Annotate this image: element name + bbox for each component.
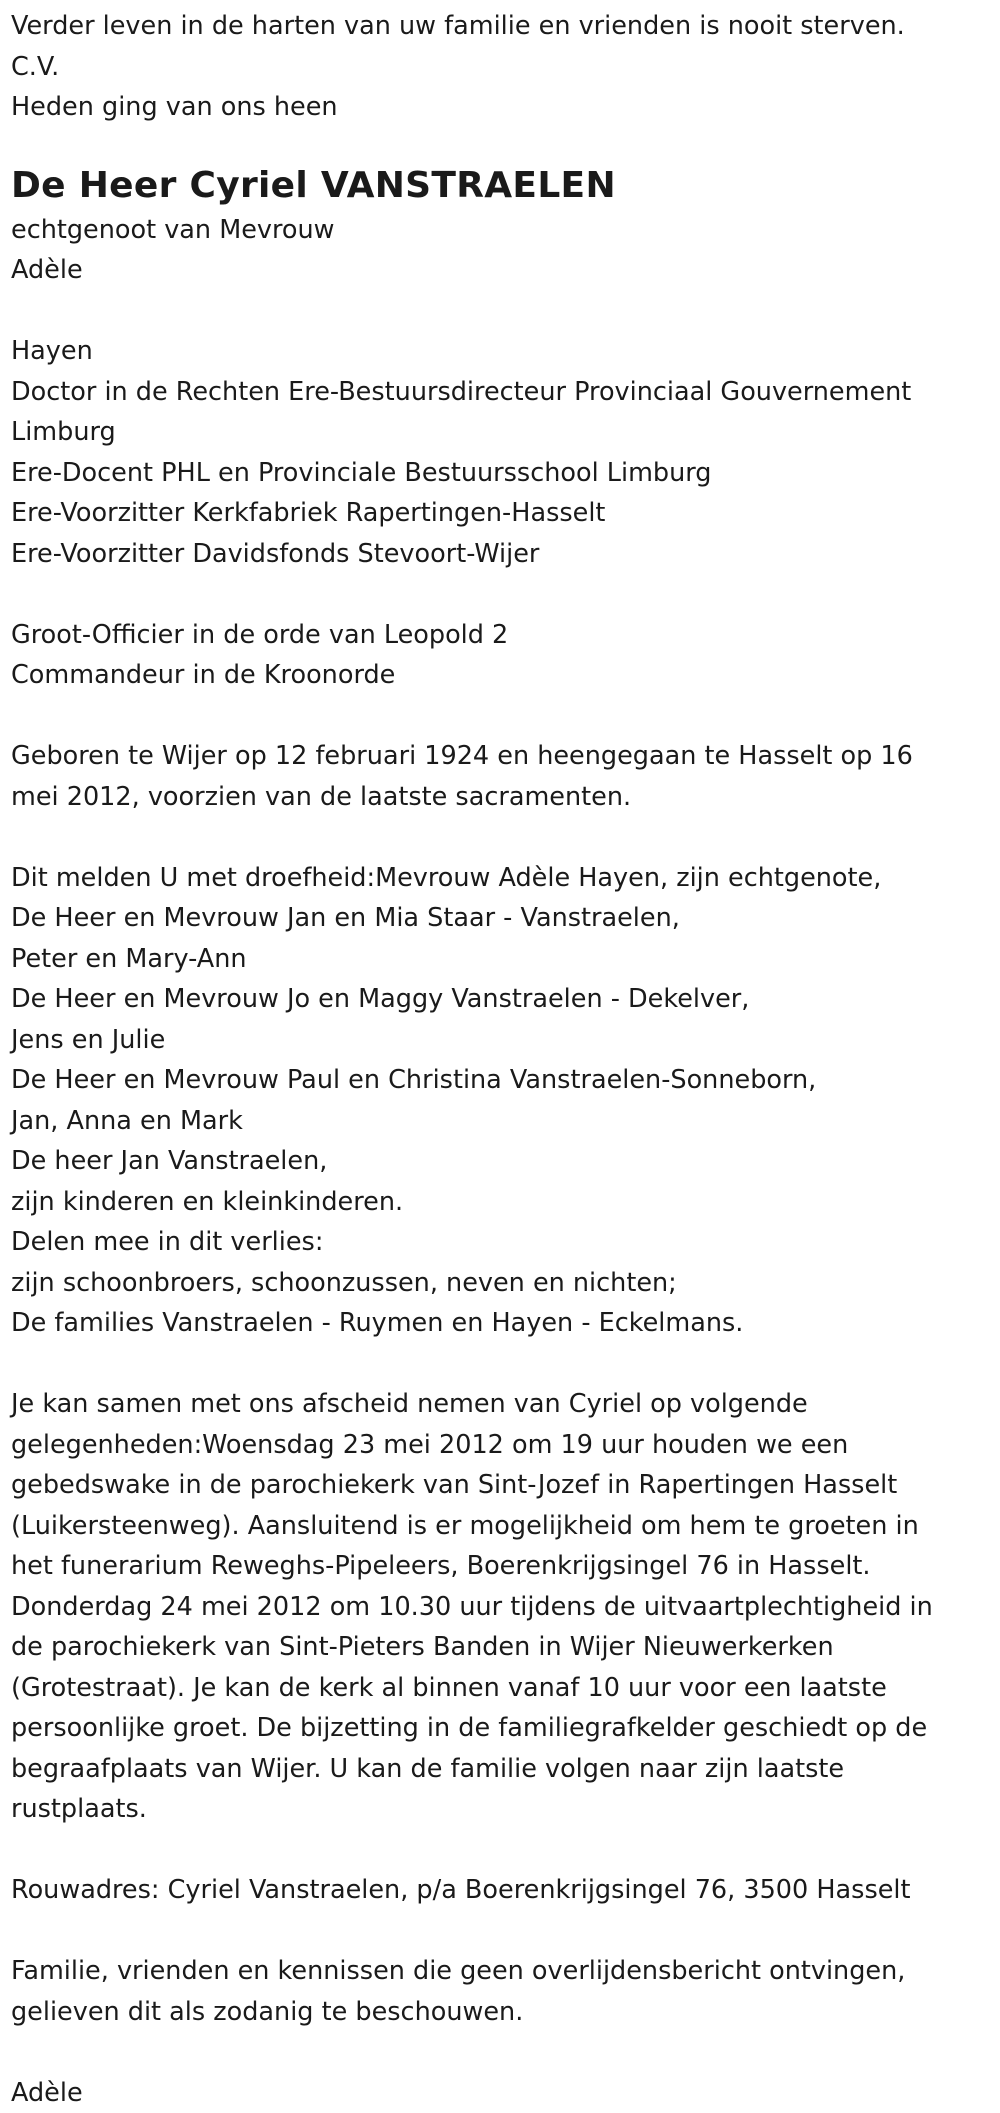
family-line: Delen mee in dit verlies:: [11, 1222, 991, 1263]
notice-line: gelieven dit als zodanig te beschouwen.: [11, 1992, 991, 2033]
family-line: Jens en Julie: [11, 1020, 991, 1061]
ceremony-line: persoonlijke groet. De bijzetting in de familiegrafkelder geschiedt op de: [11, 1708, 991, 1749]
spacer: [11, 1830, 991, 1871]
honour-line: Commandeur in de Kroonorde: [11, 655, 991, 696]
family-line: De Heer en Mevrouw Jan en Mia Staar - Vanstraelen,: [11, 898, 991, 939]
family-section: [11, 858, 991, 1344]
birth-death-line: mei 2012, voorzien van de laatste sacramenten.: [11, 777, 991, 818]
announcement: Heden ging van ons heen: [11, 87, 991, 128]
mourning-address: Rouwadres: Cyriel Vanstraelen, p/a Boerenkrijgsingel 76, 3500 Hasselt: [11, 1870, 991, 1911]
family-line: Peter en Mary-Ann: [11, 939, 991, 980]
ceremony-line: het funerarium Reweghs-Pipeleers, Boerenkrijgsingel 76 in Hasselt.: [11, 1546, 991, 1587]
memorial-quote: Verder leven in de harten van uw familie en vrienden is nooit sterven.: [11, 6, 991, 47]
birth-death-line: Geboren te Wijer op 12 februari 1924 en heengegaan te Hasselt op 16: [11, 736, 991, 777]
title-line: Limburg: [11, 412, 991, 453]
notice-section: [11, 1951, 991, 2032]
ceremony-line: begraafplaats van Wijer. U kan de familie volgen naar zijn laatste: [11, 1749, 991, 1790]
ceremony-line: Je kan samen met ons afscheid nemen van Cyriel op volgende: [11, 1384, 991, 1425]
family-line: zijn kinderen en kleinkinderen.: [11, 1182, 991, 1223]
spacer: [11, 817, 991, 858]
ceremony-line: Donderdag 24 mei 2012 om 10.30 uur tijdens de uitvaartplechtigheid in: [11, 1587, 991, 1628]
ceremony-line: gebedswake in de parochiekerk van Sint-Jozef in Rapertingen Hasselt: [11, 1465, 991, 1506]
family-line: De Heer en Mevrouw Jo en Maggy Vanstraelen - Dekelver,: [11, 979, 991, 1020]
honours-section: [11, 615, 991, 696]
family-line: zijn schoonbroers, schoonzussen, neven en nichten;: [11, 1263, 991, 1304]
spacer: [11, 574, 991, 615]
obituary-notice: [11, 0, 991, 2113]
ceremony-line: (Grotestraat). Je kan de kerk al binnen vanaf 10 uur voor een laatste: [11, 1668, 991, 1709]
spouse-line: echtgenoot van Mevrouw: [11, 210, 991, 251]
notice-line: Familie, vrienden en kennissen die geen overlijdensbericht ontvingen,: [11, 1951, 991, 1992]
titles-section: [11, 331, 991, 574]
family-line: De Heer en Mevrouw Paul en Christina Vanstraelen-Sonneborn,: [11, 1060, 991, 1101]
spacer: [11, 1911, 991, 1952]
title-line: Hayen: [11, 331, 991, 372]
deceased-name: De Heer Cyriel VANSTRAELEN: [11, 162, 991, 210]
initials: C.V.: [11, 47, 991, 88]
spouse-name: Adèle: [11, 250, 991, 291]
ceremony-line: gelegenheden:Woensdag 23 mei 2012 om 19 uur houden we een: [11, 1425, 991, 1466]
spacer: [11, 2032, 991, 2073]
family-line: Dit melden U met droefheid:Mevrouw Adèle Hayen, zijn echtgenote,: [11, 858, 991, 899]
ceremony-line: de parochiekerk van Sint-Pieters Banden in Wijer Nieuwerkerken: [11, 1627, 991, 1668]
title-line: Ere-Voorzitter Kerkfabriek Rapertingen-Hasselt: [11, 493, 991, 534]
ceremony-line: (Luikersteenweg). Aansluitend is er mogelijkheid om hem te groeten in: [11, 1506, 991, 1547]
title-line: Doctor in de Rechten Ere-Bestuursdirecteur Provinciaal Gouvernement: [11, 372, 991, 413]
spacer: [11, 696, 991, 737]
family-line: De families Vanstraelen - Ruymen en Hayen - Eckelmans.: [11, 1303, 991, 1344]
title-line: Ere-Voorzitter Davidsfonds Stevoort-Wijer: [11, 534, 991, 575]
family-line: Jan, Anna en Mark: [11, 1101, 991, 1142]
intro-section: [11, 0, 991, 128]
ceremony-line: rustplaats.: [11, 1789, 991, 1830]
honour-line: Groot-Officier in de orde van Leopold 2: [11, 615, 991, 656]
signature: Adèle: [11, 2073, 991, 2113]
spacer: [11, 1344, 991, 1385]
family-line: De heer Jan Vanstraelen,: [11, 1141, 991, 1182]
birth-death-section: [11, 736, 991, 817]
title-line: Ere-Docent PHL en Provinciale Bestuursschool Limburg: [11, 453, 991, 494]
spacer: [11, 291, 991, 332]
ceremony-section: [11, 1384, 991, 1830]
